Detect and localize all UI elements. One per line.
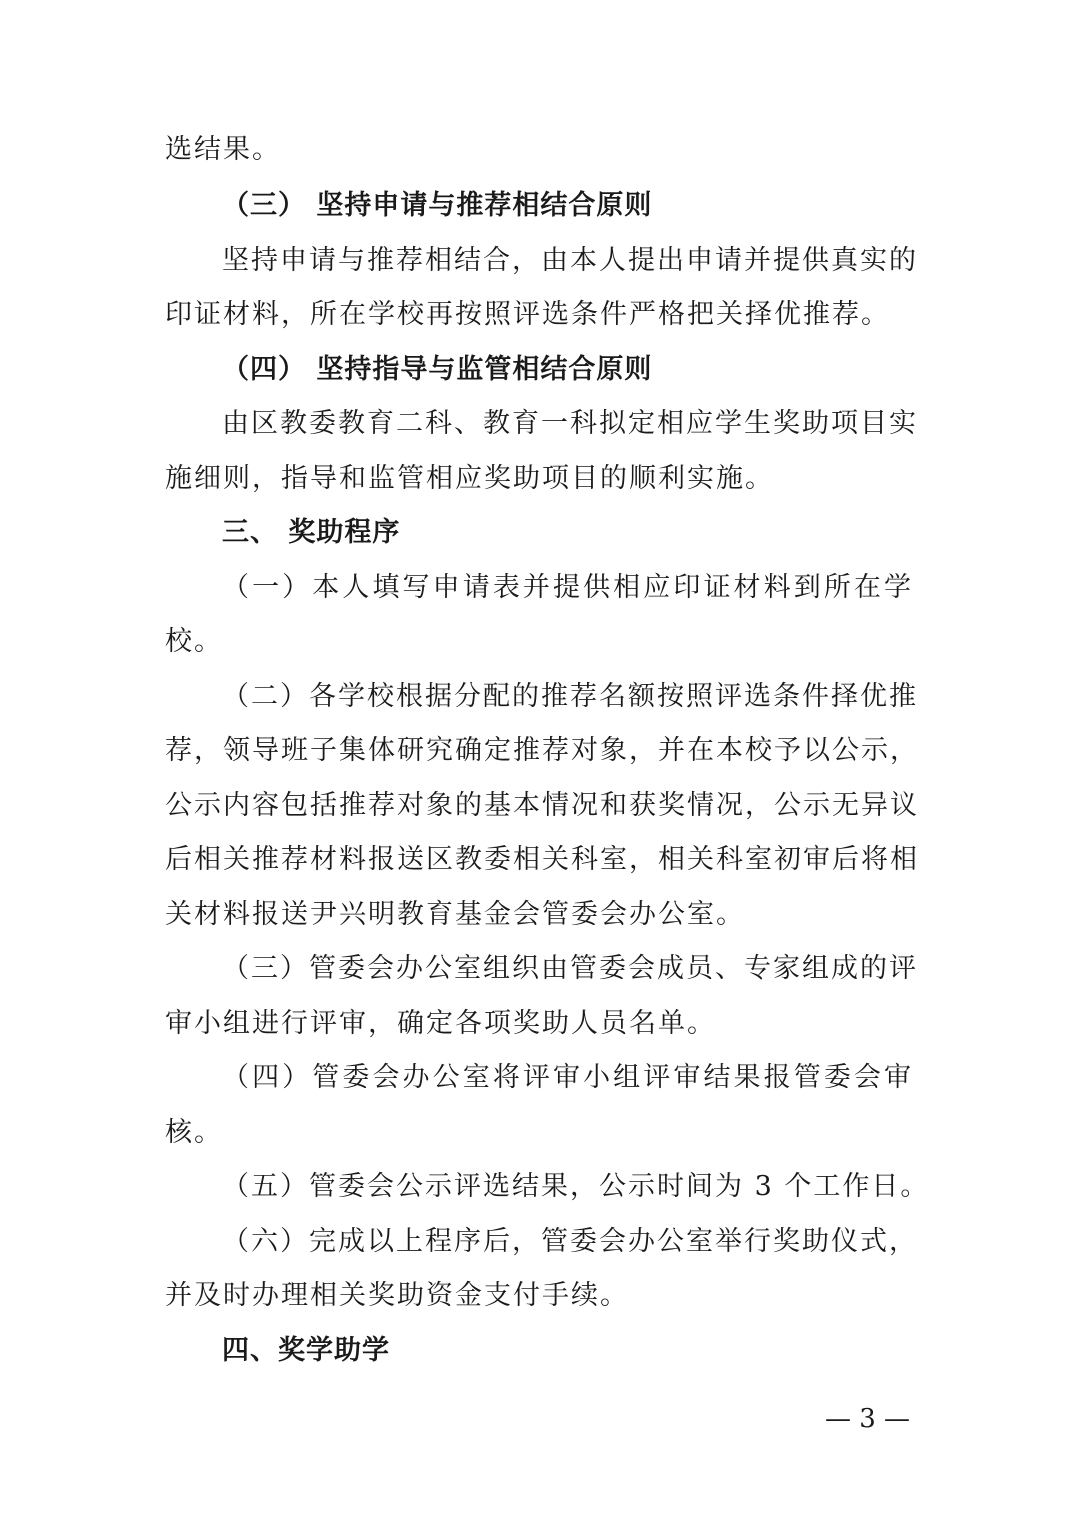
- text-line-12: 荐，领导班子集体研究确定推荐对象，并在本校予以公示，: [165, 735, 919, 766]
- chapter-heading-4: 四、奖学助学: [222, 1335, 390, 1366]
- page-number: — 3 —: [824, 1404, 911, 1434]
- section-heading-3: （三） 坚持申请与推荐相结合原则: [222, 190, 653, 221]
- text-line-14: 后相关推荐材料报送区教委相关科室，相关科室初审后将相: [165, 844, 919, 875]
- text-line-13: 公示内容包括推荐对象的基本情况和获奖情况，公示无异议: [165, 790, 919, 821]
- text-line-6: 由区教委教育二科、教育一科拟定相应学生奖助项目实: [222, 408, 918, 439]
- text-line-16: （三）管委会办公室组织由管委会成员、专家组成的评: [222, 953, 918, 984]
- text-line-9: （一）本人填写申请表并提供相应印证材料到所在学: [222, 572, 913, 603]
- text-line-10: 校。: [165, 626, 223, 657]
- text-line-3: 坚持申请与推荐相结合，由本人提出申请并提供真实的: [222, 245, 918, 276]
- chapter-heading-3: 三、 奖助程序: [222, 517, 401, 548]
- text-line-4: 印证材料，所在学校再按照评选条件严格把关择优推荐。: [165, 299, 890, 330]
- text-line-15: 关材料报送尹兴明教育基金会管委会办公室。: [165, 899, 745, 930]
- text-line-21: （六）完成以上程序后，管委会办公室举行奖助仪式，: [222, 1226, 918, 1257]
- text-line-17: 审小组进行评审，确定各项奖助人员名单。: [165, 1008, 716, 1039]
- section-heading-4: （四） 坚持指导与监管相结合原则: [222, 354, 653, 385]
- text-line-1: 选结果。: [165, 134, 281, 165]
- text-line-19: 核。: [165, 1117, 223, 1148]
- text-line-7: 施细则，指导和监管相应奖助项目的顺利实施。: [165, 463, 774, 494]
- text-line-20: （五）管委会公示评选结果，公示时间为 3 个工作日。: [222, 1171, 930, 1202]
- text-line-18: （四）管委会办公室将评审小组评审结果报管委会审: [222, 1062, 913, 1093]
- text-line-11: （二）各学校根据分配的推荐名额按照评选条件择优推: [222, 681, 918, 712]
- text-line-22: 并及时办理相关奖助资金支付手续。: [165, 1280, 629, 1311]
